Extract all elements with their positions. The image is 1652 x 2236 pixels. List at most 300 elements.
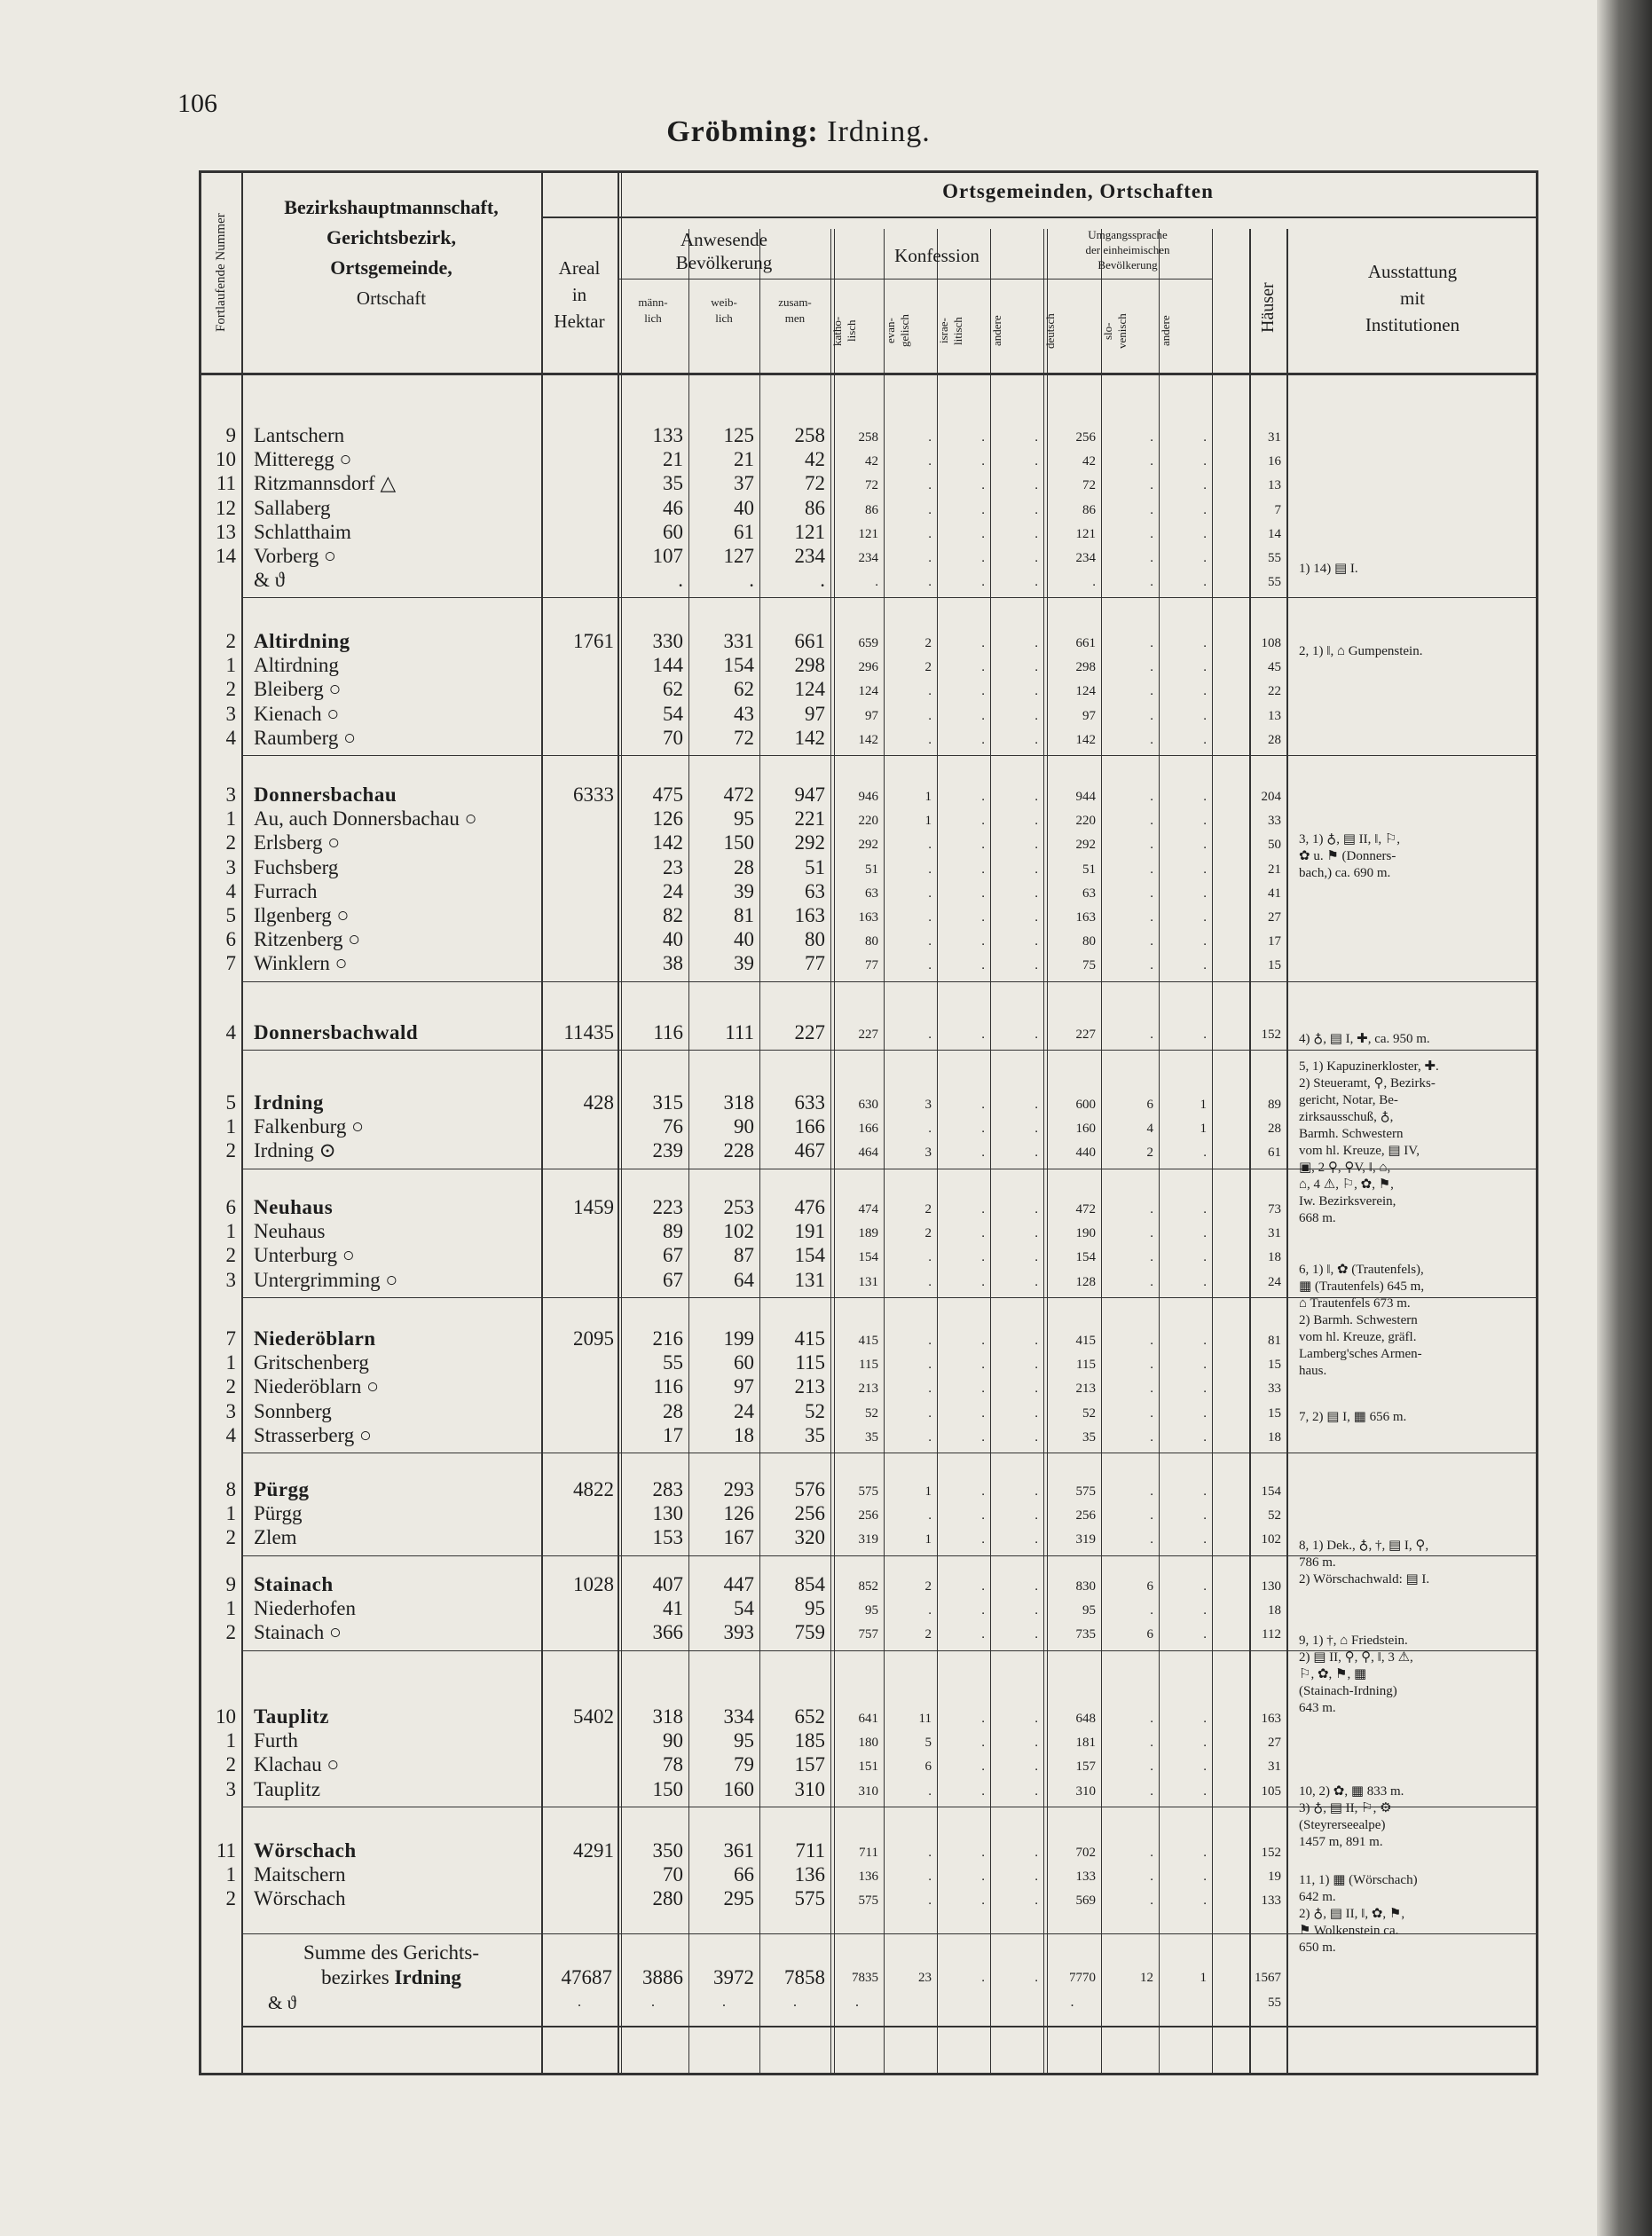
cell-d: 86 <box>1082 502 1096 517</box>
cell-w: 334 <box>723 1705 754 1728</box>
sum-e: 23 <box>918 1971 932 1985</box>
sum-w: 3972 <box>713 1966 754 1988</box>
cell-w: 199 <box>723 1327 754 1350</box>
cell-s: . <box>1150 790 1153 804</box>
cell-w: 160 <box>723 1777 754 1800</box>
cell-i: . <box>981 660 985 675</box>
cell-d: 42 <box>1082 454 1096 469</box>
cell-d: 569 <box>1075 1894 1096 1909</box>
row-number: 1 <box>225 1729 236 1752</box>
cell-x: . <box>1203 958 1207 973</box>
cell-z: 80 <box>805 928 825 951</box>
cell-d: 157 <box>1075 1760 1096 1775</box>
locality-name: Furth <box>254 1729 298 1752</box>
cell-m: 116 <box>653 1375 683 1398</box>
cell-w: 447 <box>723 1573 754 1595</box>
cell-i: . <box>981 1603 985 1618</box>
row-number: 6 <box>225 1196 236 1218</box>
cell-w: 87 <box>734 1244 754 1267</box>
cell-h: 14 <box>1268 526 1281 541</box>
cell-d: 121 <box>1075 526 1096 541</box>
sum-label-court: Irdning <box>394 1966 461 1988</box>
cell-z: 292 <box>794 831 825 854</box>
row-number: 10 <box>216 448 236 471</box>
cell-z: 661 <box>794 630 825 652</box>
locality-name: Mitteregg ○ <box>254 448 352 471</box>
cell-z: 227 <box>794 1021 825 1043</box>
cell-o: . <box>1034 1382 1038 1397</box>
cell-w: 331 <box>723 630 754 652</box>
cell-x: . <box>1203 1603 1207 1618</box>
cell-x: . <box>1203 1894 1207 1909</box>
row-number: 1 <box>225 807 236 831</box>
locality-name: & ϑ <box>254 569 286 592</box>
cell-m: 239 <box>652 1139 683 1162</box>
cell-m: 89 <box>663 1220 683 1243</box>
group-separator <box>241 981 1538 982</box>
cell-k: 310 <box>858 1783 878 1799</box>
header-population-sub: zusam- men <box>778 295 812 325</box>
cell-d: 163 <box>1075 910 1096 925</box>
row-number: 2 <box>225 1621 236 1644</box>
locality-name: Ritzenberg ○ <box>254 928 361 951</box>
cell-h: 27 <box>1268 1736 1281 1751</box>
row-number: 10 <box>216 1705 236 1728</box>
cell-h: 31 <box>1268 430 1281 445</box>
cell-e: 3 <box>924 1098 932 1112</box>
cell-o: . <box>1034 1627 1038 1642</box>
cell-w: 150 <box>723 831 754 854</box>
cell-d: 35 <box>1082 1429 1096 1445</box>
row-number: 9 <box>225 1573 236 1595</box>
cell-d: 128 <box>1075 1274 1096 1289</box>
locality-name: Niederöblarn ○ <box>254 1375 379 1398</box>
cell-x: . <box>1203 575 1207 590</box>
cell-w: 39 <box>734 952 754 975</box>
header-col-areal: in <box>571 284 587 305</box>
locality-name: Sonnberg <box>254 1399 332 1422</box>
header-confession: Konfession <box>894 245 979 266</box>
cell-s: . <box>1150 1027 1153 1042</box>
cell-o: . <box>1034 838 1038 853</box>
cell-x: . <box>1203 1783 1207 1799</box>
locality-name: Ritzmannsdorf △ <box>254 472 397 495</box>
cell-i: . <box>981 1274 985 1289</box>
locality-name: Sallaberg <box>254 496 331 519</box>
cell-k: 63 <box>865 886 878 901</box>
cell-z: 759 <box>794 1621 825 1644</box>
cell-e: 1 <box>924 814 932 829</box>
cell-d: 256 <box>1075 430 1096 445</box>
cell-x: . <box>1203 1027 1207 1042</box>
cell-s: . <box>1150 1226 1153 1241</box>
cell-o: . <box>1034 1508 1038 1523</box>
header-top: Ortsgemeinden, Ortschaften <box>942 180 1214 202</box>
cell-i: . <box>981 1202 985 1216</box>
cell-k: 575 <box>858 1484 878 1499</box>
cell-m: 126 <box>652 807 683 831</box>
cell-i: . <box>981 1627 985 1642</box>
cell-s: . <box>1150 1382 1153 1397</box>
cell-m: 55 <box>663 1351 683 1374</box>
cell-w: 293 <box>723 1478 754 1500</box>
cell-d: 735 <box>1075 1627 1096 1642</box>
locality-name: Bleiberg ○ <box>254 678 342 701</box>
locality-name: Gritschenberg <box>254 1351 369 1374</box>
cell-e: . <box>928 454 932 469</box>
row-number: 11 <box>216 472 236 495</box>
cell-i: . <box>981 1508 985 1523</box>
cell-h: 15 <box>1268 1405 1281 1421</box>
cell-k: 86 <box>865 502 878 517</box>
header-population-sub: männ- lich <box>638 295 668 325</box>
cell-s: . <box>1150 526 1153 541</box>
sum-h: 1567 <box>1255 1971 1281 1985</box>
cell-x: . <box>1203 1334 1207 1348</box>
areal-value: 4291 <box>573 1839 614 1862</box>
locality-name: Kienach ○ <box>254 702 340 725</box>
cell-z: . <box>820 569 825 592</box>
cell-m: 350 <box>652 1839 683 1862</box>
cell-i: . <box>981 732 985 747</box>
sum-label-extra: & ϑ <box>268 1992 296 2013</box>
cell-e: . <box>928 934 932 949</box>
cell-m: 116 <box>653 1021 683 1043</box>
cell-e: . <box>928 862 932 877</box>
cell-z: 121 <box>794 520 825 543</box>
cell-e: 1 <box>924 790 932 804</box>
cell-d: 440 <box>1075 1146 1096 1161</box>
cell-e: 2 <box>924 636 932 650</box>
cell-o: . <box>1034 1122 1038 1137</box>
locality-name: Untergrimming ○ <box>254 1268 398 1291</box>
row-number: 1 <box>225 1351 236 1374</box>
locality-name: Erlsberg ○ <box>254 831 341 854</box>
cell-k: 180 <box>858 1736 878 1751</box>
cell-e: . <box>928 1122 932 1137</box>
cell-e: . <box>928 1274 932 1289</box>
cell-m: 280 <box>652 1887 683 1910</box>
cell-s: . <box>1150 636 1153 650</box>
institutions-entry: 10, 2) ✿, ▦ 833 m. 3) ♁, ▤ II, ⚐, ⚙ (Steyrerseealpe) 1457 m, 891 m. <box>1299 1784 1404 1849</box>
cell-z: 633 <box>794 1091 825 1114</box>
row-number: 8 <box>225 1478 236 1500</box>
cell-m: 150 <box>652 1777 683 1800</box>
cell-k: 72 <box>865 478 878 493</box>
municipality-name: Neuhaus <box>254 1196 334 1218</box>
header-rule <box>541 217 1538 218</box>
cell-e: . <box>928 575 932 590</box>
cell-s: . <box>1150 1508 1153 1523</box>
header-rule <box>1043 279 1212 280</box>
cell-w: 43 <box>734 702 754 725</box>
cell-k: 121 <box>858 526 878 541</box>
header-col-name: Gerichtsbezirk, <box>326 226 457 248</box>
cell-k: 630 <box>858 1098 878 1112</box>
cell-s: . <box>1150 1405 1153 1421</box>
cell-i: . <box>981 814 985 829</box>
cell-h: 28 <box>1268 732 1281 747</box>
cell-m: 153 <box>652 1526 683 1549</box>
cell-s: . <box>1150 454 1153 469</box>
cell-w: 40 <box>734 496 754 519</box>
cell-h: 31 <box>1268 1760 1281 1775</box>
cell-s: . <box>1150 1760 1153 1775</box>
cell-h: 33 <box>1268 1382 1281 1397</box>
cell-z: 576 <box>794 1478 825 1500</box>
cell-x: . <box>1203 934 1207 949</box>
cell-z: 575 <box>794 1887 825 1910</box>
cell-i: . <box>981 1760 985 1775</box>
cell-w: 18 <box>734 1423 754 1446</box>
cell-z: 298 <box>794 654 825 677</box>
cell-o: . <box>1034 551 1038 565</box>
cell-s: . <box>1150 684 1153 699</box>
cell-m: 38 <box>663 952 683 975</box>
header-col-areal: Hektar <box>554 311 605 332</box>
cell-m: 223 <box>652 1196 683 1218</box>
locality-name: Niederhofen <box>254 1597 356 1620</box>
cell-o: . <box>1034 1894 1038 1909</box>
cell-h: 61 <box>1268 1146 1281 1161</box>
cell-m: 67 <box>663 1268 683 1291</box>
cell-w: 361 <box>723 1839 754 1862</box>
cell-w: 318 <box>723 1091 754 1114</box>
row-number: 4 <box>225 726 236 749</box>
group-separator <box>241 1050 1538 1051</box>
row-number: 4 <box>225 879 236 902</box>
cell-i: . <box>981 1894 985 1909</box>
cell-m: 60 <box>663 520 683 543</box>
cell-o: . <box>1034 1429 1038 1445</box>
cell-o: . <box>1034 1603 1038 1618</box>
cell-s: . <box>1150 1274 1153 1289</box>
cell-z: 947 <box>794 783 825 806</box>
cell-x: . <box>1203 1405 1207 1421</box>
sum-label: Summe des Gerichts- <box>303 1941 479 1964</box>
cell-d: 160 <box>1075 1122 1096 1137</box>
cell-w: 126 <box>723 1502 754 1525</box>
column-rule <box>1212 229 1213 2075</box>
cell-k: 220 <box>858 814 878 829</box>
cell-s: . <box>1150 1250 1153 1265</box>
cell-m: 475 <box>652 783 683 806</box>
cell-z: 163 <box>794 904 825 926</box>
sum-m: 3886 <box>642 1966 683 1988</box>
cell-h: 55 <box>1268 575 1281 590</box>
cell-i: . <box>981 1122 985 1137</box>
cell-e: . <box>928 1334 932 1348</box>
cell-i: . <box>981 478 985 493</box>
row-number: 5 <box>225 904 236 926</box>
cell-k: 319 <box>858 1532 878 1547</box>
sum-dot: . <box>722 1995 726 2010</box>
cell-h: 89 <box>1268 1098 1281 1112</box>
cell-s: 6 <box>1146 1098 1153 1112</box>
cell-i: . <box>981 526 985 541</box>
cell-o: . <box>1034 958 1038 973</box>
cell-h: 133 <box>1261 1894 1281 1909</box>
sum-i: . <box>981 1971 985 1985</box>
cell-w: 21 <box>734 448 754 471</box>
cell-m: 41 <box>663 1597 683 1620</box>
page-title <box>0 115 1597 149</box>
cell-d: 154 <box>1075 1250 1096 1265</box>
sum-dot: . <box>793 1995 797 2010</box>
cell-d: 830 <box>1075 1579 1096 1594</box>
cell-k: 852 <box>858 1579 878 1594</box>
row-number: 2 <box>225 1526 236 1549</box>
institutions-entry: 2, 1) ‖, ⌂ Gumpenstein. <box>1299 644 1423 658</box>
cell-o: . <box>1034 1027 1038 1042</box>
cell-e: . <box>928 732 932 747</box>
cell-i: . <box>981 862 985 877</box>
cell-d: 142 <box>1075 732 1096 747</box>
cell-e: . <box>928 430 932 445</box>
row-number: 1 <box>225 1115 236 1138</box>
row-number: 2 <box>225 1375 236 1398</box>
cell-z: 310 <box>794 1777 825 1800</box>
cell-m: 107 <box>652 545 683 567</box>
cell-i: . <box>981 1098 985 1112</box>
cell-e: 2 <box>924 1226 932 1241</box>
cell-o: . <box>1034 1274 1038 1289</box>
cell-x: . <box>1203 1429 1207 1445</box>
header-institutions: Ausstattung <box>1367 261 1458 282</box>
cell-s: . <box>1150 1870 1153 1885</box>
cell-i: . <box>981 934 985 949</box>
cell-h: 55 <box>1268 551 1281 565</box>
cell-i: . <box>981 430 985 445</box>
cell-w: 37 <box>734 472 754 495</box>
cell-z: 476 <box>794 1196 825 1218</box>
cell-z: 142 <box>794 726 825 749</box>
cell-i: . <box>981 1579 985 1594</box>
sum-label-district <box>241 1965 541 1990</box>
row-number: 14 <box>216 545 236 567</box>
cell-k: 97 <box>865 708 878 723</box>
cell-z: 136 <box>794 1863 825 1886</box>
cell-e: . <box>928 551 932 565</box>
locality-name: Strasserberg ○ <box>254 1423 372 1446</box>
cell-d: 181 <box>1075 1736 1096 1751</box>
cell-d: 72 <box>1082 478 1096 493</box>
cell-o: . <box>1034 684 1038 699</box>
locality-name: Klachau ○ <box>254 1753 340 1776</box>
cell-i: . <box>981 454 985 469</box>
cell-e: . <box>928 502 932 517</box>
row-number: 1 <box>225 654 236 677</box>
cell-s: . <box>1150 1846 1153 1860</box>
cell-d: 575 <box>1075 1484 1096 1499</box>
cell-o: . <box>1034 1334 1038 1348</box>
cell-m: . <box>678 569 683 592</box>
sum-label-prefix: bezirkes <box>321 1966 395 1988</box>
cell-h: 204 <box>1261 790 1281 804</box>
cell-k: 296 <box>858 660 878 675</box>
cell-s: . <box>1150 478 1153 493</box>
cell-h: 130 <box>1261 1579 1281 1594</box>
cell-k: 151 <box>858 1760 878 1775</box>
areal-value: 11435 <box>563 1021 614 1043</box>
cell-i: . <box>981 575 985 590</box>
locality-name: Irdning ⊙ <box>254 1139 336 1162</box>
cell-d: 80 <box>1082 934 1096 949</box>
cell-k: 946 <box>858 790 878 804</box>
cell-m: 142 <box>652 831 683 854</box>
cell-d: 661 <box>1075 636 1096 650</box>
locality-name: Falkenburg ○ <box>254 1115 364 1138</box>
cell-w: 39 <box>734 879 754 902</box>
cell-k: 80 <box>865 934 878 949</box>
cell-k: 154 <box>858 1250 878 1265</box>
cell-h: 13 <box>1268 478 1281 493</box>
sum-a: 47687 <box>561 1966 612 1988</box>
cell-x: . <box>1203 430 1207 445</box>
cell-s: . <box>1150 551 1153 565</box>
cell-d: 256 <box>1075 1508 1096 1523</box>
cell-i: . <box>981 1783 985 1799</box>
cell-d: 52 <box>1082 1405 1096 1421</box>
cell-d: 95 <box>1082 1603 1096 1618</box>
areal-value: 1761 <box>573 630 614 652</box>
cell-e: . <box>928 1250 932 1265</box>
institutions-entry: 4) ♁, ▤ I, ✚, ca. 950 m. <box>1299 1032 1430 1046</box>
row-number: 2 <box>225 630 236 652</box>
cell-e: . <box>928 526 932 541</box>
cell-w: 253 <box>723 1196 754 1218</box>
cell-z: 467 <box>794 1139 825 1162</box>
cell-x: . <box>1203 1508 1207 1523</box>
cell-m: 283 <box>652 1478 683 1500</box>
cell-e: 11 <box>918 1712 932 1726</box>
cell-x: . <box>1203 1146 1207 1161</box>
cell-k: 51 <box>865 862 878 877</box>
areal-value: 2095 <box>573 1327 614 1350</box>
cell-h: 45 <box>1268 660 1281 675</box>
cell-h: 152 <box>1261 1846 1281 1860</box>
cell-e: . <box>928 1603 932 1618</box>
row-number: 1 <box>225 1220 236 1243</box>
cell-z: 234 <box>794 545 825 567</box>
header-confession-sub: evan- gelisch <box>884 314 911 348</box>
cell-k: 163 <box>858 910 878 925</box>
cell-i: . <box>981 1226 985 1241</box>
cell-k: 464 <box>858 1146 878 1161</box>
row-number: 11 <box>216 1839 236 1862</box>
group-separator <box>241 597 1538 598</box>
institutions-entry: 3, 1) ♁, ▤ II, ‖, ⚐, ✿ u. ⚑ (Donners- bach,) ca. 690 m. <box>1299 832 1401 880</box>
cell-i: . <box>981 910 985 925</box>
cell-m: 67 <box>663 1244 683 1267</box>
cell-x: . <box>1203 862 1207 877</box>
institutions-entry: 8, 1) Dek., ♁, †, ▤ I, ⚲, 786 m. 2) Wörschachwald: ▤ I. <box>1299 1539 1430 1586</box>
cell-i: . <box>981 886 985 901</box>
cell-m: 54 <box>663 702 683 725</box>
cell-k: 258 <box>858 430 878 445</box>
cell-h: 33 <box>1268 814 1281 829</box>
table-top-rule <box>199 170 1538 173</box>
cell-m: 35 <box>663 472 683 495</box>
locality-name: Fuchsberg <box>254 855 339 878</box>
cell-s: . <box>1150 575 1153 590</box>
cell-s: . <box>1150 1358 1153 1373</box>
cell-i: . <box>981 1146 985 1161</box>
cell-e: 6 <box>924 1760 932 1775</box>
cell-w: 81 <box>734 904 754 926</box>
cell-o: . <box>1034 814 1038 829</box>
cell-e: . <box>928 1358 932 1373</box>
